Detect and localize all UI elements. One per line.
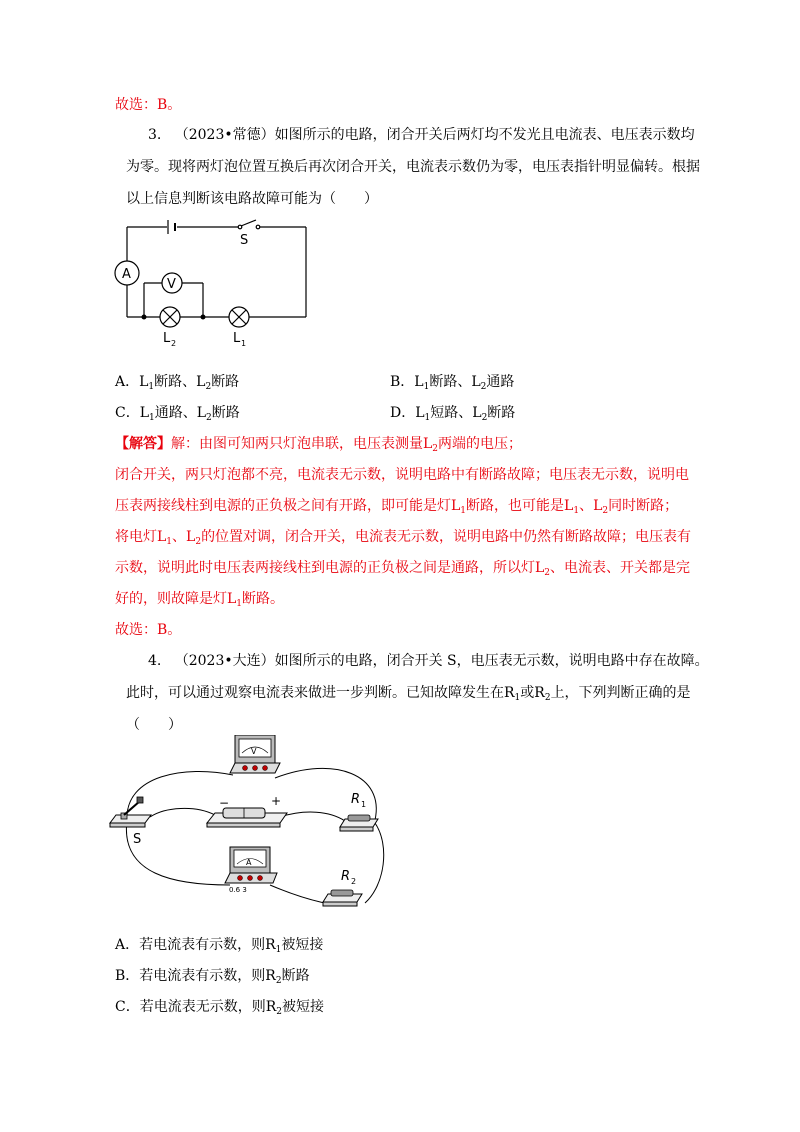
q3-option-d: D．$L_1$短路、$L_2$断路: [390, 405, 516, 423]
wire-r2-r1: [365, 823, 384, 903]
battery-holder: [207, 808, 287, 827]
q3-answer: 故选：B。: [115, 622, 182, 638]
battery-plus: +: [271, 794, 282, 808]
q3-analysis-line2: 闭合开关，两只灯泡都不亮，电流表无示数，说明电路中有断路故障；电压表无示数，说明电: [115, 467, 689, 483]
analysis-tag: 【解答】: [115, 436, 171, 452]
q4-option-c: C．若电流表无示数，则$R_2$被短接: [115, 999, 324, 1017]
switch-contact-right: [256, 225, 260, 229]
junction-dot-right: [201, 315, 206, 320]
q3-option-c: C．$L_1$通路、$L_2$断路: [115, 405, 240, 423]
wire-switch-ammeter: [126, 820, 230, 885]
ammeter-letter: A: [122, 267, 131, 282]
q4-line1: [148, 651, 709, 671]
q4-circuit-figure: [105, 735, 405, 920]
q3-analysis-line5: 示数，说明此时电压表两接线柱到电源的正负极之间是通路，所以灯$L_2$、电流表、开关都是完: [115, 560, 691, 578]
q3-analysis-line6: 好的，则故障是灯$L_1$断路。: [115, 591, 285, 609]
switch-label: S: [133, 832, 142, 847]
lamp-l1-subscript: 1: [241, 339, 247, 348]
q3-number: 3.: [148, 127, 162, 143]
q3-analysis-line1: 【解答】解：由图可知两只灯泡串联，电压表测量$L_2$两端的电压；: [115, 436, 523, 454]
previous-answer: 故选：B。: [115, 97, 182, 113]
q4-line2: 此时，可以通过观察电流表来做进一步判断。已知故障发生在$R_1$或$R_2$上，下列判断正确的是: [126, 685, 691, 703]
q3-stem-3: 以上信息判断该电路故障可能为（ ）: [126, 191, 378, 207]
q4-option-a: A．若电流表有示数，则$R_1$被短接: [115, 937, 324, 955]
battery-minus: −: [219, 796, 230, 810]
q3-option-b: B．$L_1$断路、$L_2$通路: [390, 374, 515, 392]
r2-subscript: 2: [351, 877, 357, 886]
lamp-l2-subscript: 2: [171, 339, 177, 348]
wire-battery-switch: [150, 808, 215, 817]
q3-line1: [148, 125, 695, 145]
lamp-l2-label: L: [163, 331, 171, 346]
q3-analysis-line3: 压表两接线柱到电源的正负极之间有开路，即可能是灯$L_1$断路，也可能是$L_1$、$L_2$同时断路；: [115, 498, 679, 516]
r1-subscript: 1: [361, 800, 367, 809]
resistor-r2-device: [323, 890, 362, 906]
voltmeter-letter: V: [167, 277, 176, 292]
ammeter-letter: A: [246, 858, 252, 867]
r1-label: R: [351, 792, 361, 807]
r2-label: R: [341, 869, 351, 884]
resistor-r1-device: [340, 815, 378, 831]
q4-option-b: B．若电流表有示数，则$R_2$断路: [115, 968, 310, 986]
q3-stem-2: 为零。现将两灯泡位置互换后再次闭合开关，电流表示数仍为零，电压表指针明显偏转。根据: [126, 159, 700, 175]
q4-stem-3: （ ）: [126, 717, 182, 733]
q4-number: 4.: [148, 653, 162, 669]
voltmeter-letter: V: [251, 747, 257, 756]
junction-dot-left: [142, 315, 147, 320]
lamp-l1-label: L: [233, 331, 241, 346]
q3-analysis-line4: 将电灯$L_1$、$L_2$的位置对调，闭合开关，电流表无示数，说明电路中仍然有断路故障；电压表有: [115, 529, 692, 547]
q3-circuit-diagram: [110, 215, 310, 350]
ammeter-scale: 0.6 3: [229, 886, 247, 894]
wire-voltmeter-r1: [275, 768, 376, 820]
q3-option-a: A．$L_1$断路、$L_2$断路: [115, 374, 240, 392]
q3-stem-1: （2023•常德）如图所示的电路，闭合开关后两灯均不发光且电流表、电压表示数均: [174, 127, 695, 143]
wire-battery-r1: [280, 812, 345, 821]
q4-stem-1: （2023•大连）如图所示的电路，闭合开关 S，电压表无示数，说明电路中存在故障。: [174, 653, 709, 669]
switch-blade: [241, 220, 256, 226]
switch-label: S: [240, 233, 249, 248]
